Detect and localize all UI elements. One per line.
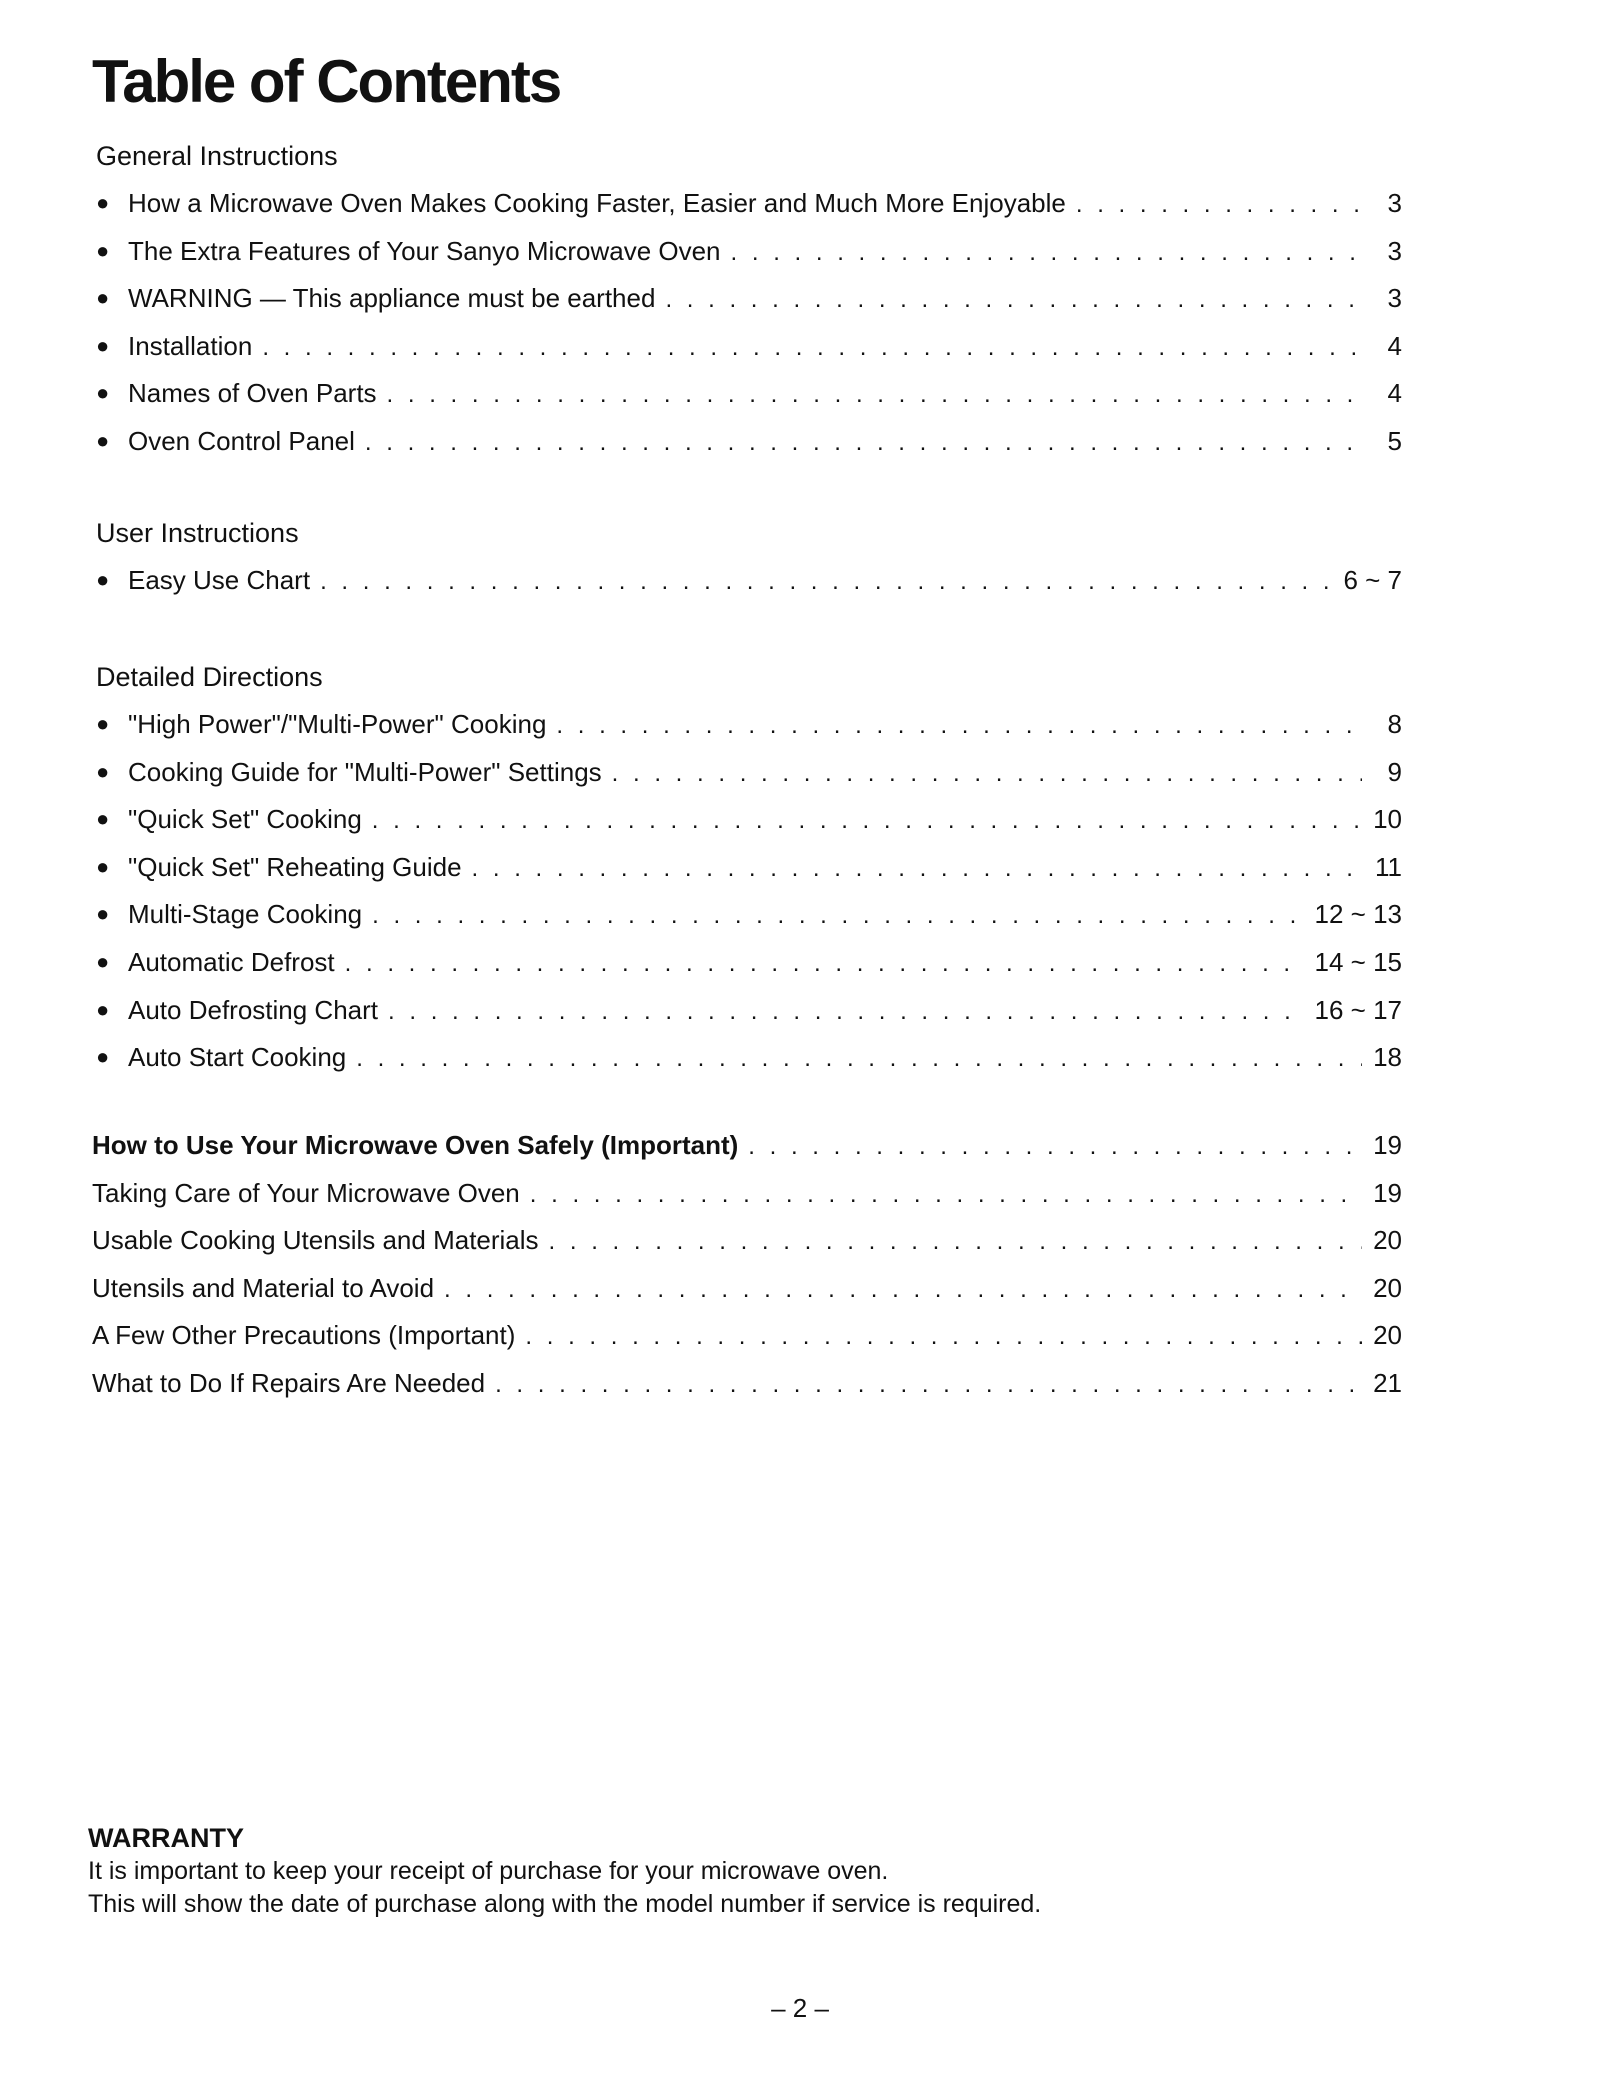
toc-entry-label: Easy Use Chart [128,565,311,595]
toc-entry-label: "High Power"/"Multi-Power" Cooking [128,709,547,739]
dot-leader [495,1371,1362,1399]
dot-leader [731,239,1362,267]
toc-entry[interactable] [92,1178,1402,1226]
toc-entry-page: 10 [1373,804,1402,835]
dot-leader [665,286,1362,314]
toc-entry[interactable] [92,1042,1402,1090]
dot-leader [556,712,1362,740]
toc-entry-page: 3 [1387,188,1402,218]
toc-entry-label: Utensils and Material to Avoid [92,1272,435,1303]
toc-entry-label: Automatic Defrost [128,946,335,977]
toc-entry-label: "Quick Set" Cooking [128,804,362,835]
toc-entry-label: How to Use Your Microwave Oven Safely (Important) [92,1130,739,1160]
bullet-icon: ● [96,237,110,263]
dot-leader [372,902,1304,930]
toc-entry-page: 6 ~ 7 [1343,565,1402,595]
bullet-icon: ● [96,758,110,784]
warranty-notice [88,1822,1388,1921]
toc-entry-label: A Few Other Precautions (Important) [92,1320,516,1351]
toc-entry[interactable] [92,1368,1402,1416]
dot-leader [472,855,1362,883]
toc-entry-page: 8 [1387,709,1402,739]
dot-leader [372,807,1362,835]
bullet-icon: ● [96,901,110,927]
bullet-icon: ● [96,190,110,215]
toc-entry[interactable] [92,757,1402,805]
dot-leader [748,1133,1362,1161]
toc-entry[interactable] [92,565,1402,613]
toc-entry-page: 3 [1387,235,1402,266]
dot-leader [387,381,1362,409]
dot-leader [345,950,1305,978]
dot-leader [444,1276,1362,1304]
bullet-icon: ● [96,285,110,311]
toc-entry-page: 9 [1387,756,1402,787]
toc-entry-label: What to Do If Repairs Are Needed [92,1367,486,1398]
dot-leader [1076,191,1362,219]
toc-entry-page: 4 [1387,378,1402,409]
dot-leader [365,429,1362,457]
toc-entry-page: 20 [1373,1320,1402,1351]
toc-entry-label: Auto Defrosting Chart [128,994,379,1025]
toc-entry-label: Usable Cooking Utensils and Materials [92,1225,539,1256]
warranty-heading: WARRANTY [88,1823,244,1853]
toc-entry-label: Cooking Guide for "Multi-Power" Settings [128,756,602,787]
warranty-line-2: This will show the date of purchase along with the model number if service is required. [88,1890,1042,1918]
toc-entry-label: Multi-Stage Cooking [128,899,363,930]
bullet-icon: ● [96,1044,110,1070]
toc-entry[interactable] [92,709,1402,757]
bullet-icon: ● [96,806,110,832]
toc-entry-page: 19 [1373,1177,1402,1208]
bullet-icon: ● [96,427,110,453]
section-heading: User Instructions [96,518,299,548]
toc-entry[interactable] [92,236,1402,284]
toc-entry[interactable] [92,1130,1402,1178]
bullet-icon: ● [96,567,110,592]
dot-leader [356,1045,1362,1073]
dot-leader [530,1181,1362,1209]
toc-section-general-instructions [92,140,1402,474]
toc-entry-label: Names of Oven Parts [128,378,377,409]
toc-entry-label: "Quick Set" Reheating Guide [128,851,462,882]
toc-entry-page: 11 [1375,851,1402,882]
toc-entry-page: 12 ~ 13 [1314,899,1402,930]
toc-entry-page: 19 [1373,1130,1402,1160]
dot-leader [549,1228,1362,1256]
bullet-icon: ● [96,996,110,1022]
bullet-icon: ● [96,380,110,406]
page-title: Table of Contents [92,48,561,115]
toc-entry[interactable] [92,378,1402,426]
toc-entry[interactable] [92,852,1402,900]
toc-entry-label: Auto Start Cooking [128,1042,347,1073]
toc-entry-page: 18 [1373,1042,1402,1073]
section-heading: General Instructions [96,141,338,171]
toc-entry-page: 14 ~ 15 [1314,946,1402,977]
section-heading: Detailed Directions [96,662,323,692]
toc-entry[interactable] [92,331,1402,379]
toc-entry-page: 4 [1387,330,1402,361]
toc-entry[interactable] [92,995,1402,1043]
dot-leader [320,568,1333,596]
bullet-icon: ● [96,332,110,358]
bullet-icon: ● [96,853,110,879]
dot-leader [612,760,1362,788]
toc-section-safety-and-care [92,1130,1402,1416]
toc-entry[interactable] [92,188,1402,236]
toc-entry-page: 21 [1373,1367,1402,1398]
toc-entry-label: WARNING — This appliance must be earthed [128,283,656,314]
warranty-line-1: It is important to keep your receipt of purchase for your microwave oven. [88,1857,889,1885]
toc-entry-label: Oven Control Panel [128,425,355,456]
toc-entry[interactable] [92,426,1402,474]
toc-entry-page: 3 [1387,283,1402,314]
toc-entry[interactable] [92,804,1402,852]
toc-entry[interactable] [92,1320,1402,1368]
bullet-icon: ● [96,948,110,974]
toc-entry[interactable] [92,1273,1402,1321]
toc-entry-label: The Extra Features of Your Sanyo Microwave Oven [128,235,721,266]
dot-leader [525,1323,1362,1351]
dot-leader [388,998,1305,1026]
toc-section-user-instructions [92,517,1402,613]
toc-entry[interactable] [92,947,1402,995]
toc-entry-page: 5 [1387,425,1402,456]
toc-entry-page: 16 ~ 17 [1314,994,1402,1025]
toc-entry-page: 20 [1373,1272,1402,1303]
bullet-icon: ● [96,711,110,736]
dot-leader [262,334,1362,362]
toc-entry-label: Installation [128,330,253,361]
toc-entry[interactable] [92,1225,1402,1273]
toc-entry-label: How a Microwave Oven Makes Cooking Faster, Easier and Much More Enjoyable [128,188,1066,218]
toc-entry-label: Taking Care of Your Microwave Oven [92,1177,520,1208]
toc-entry[interactable] [92,283,1402,331]
toc-entry-page: 20 [1373,1225,1402,1256]
toc-section-detailed-directions [92,661,1402,1090]
page-number: – 2 – [771,1993,829,2023]
toc-entry[interactable] [92,899,1402,947]
